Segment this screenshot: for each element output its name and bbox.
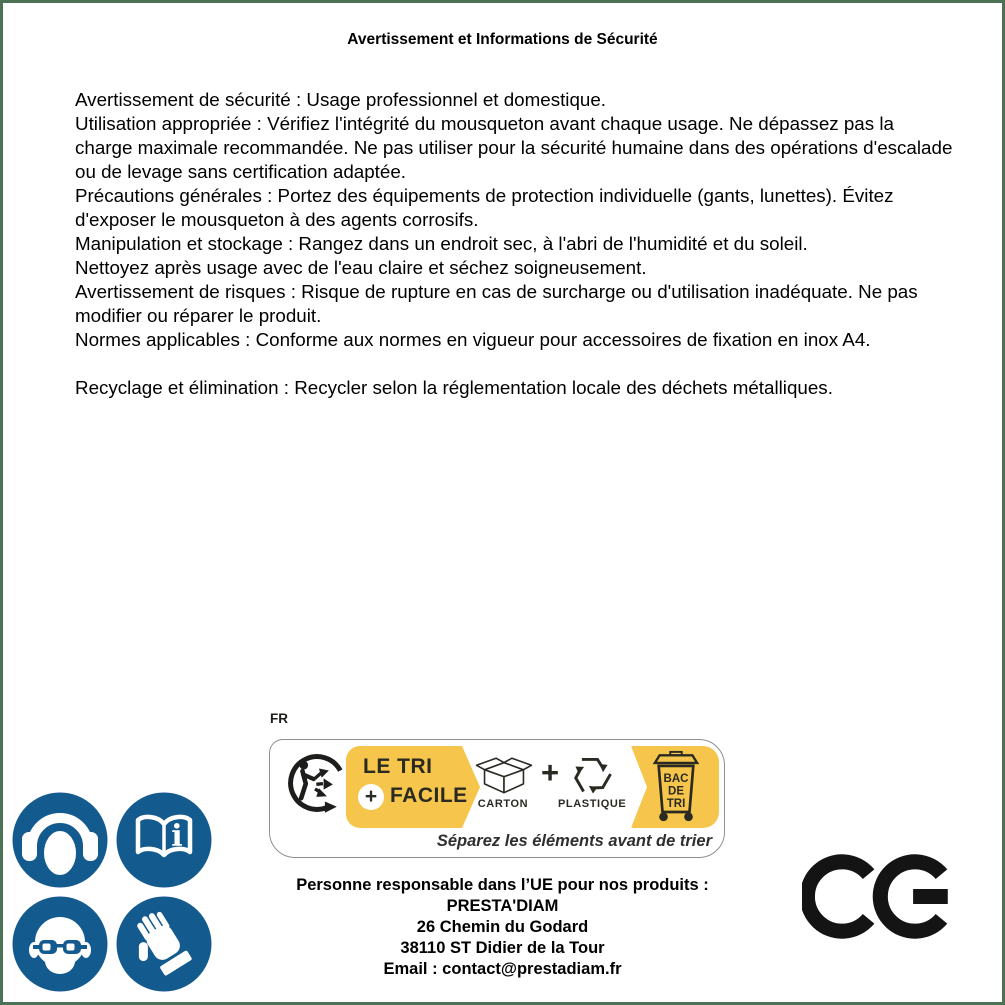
plastic-recycling-icon [568,753,616,797]
sorting-caption: Séparez les éléments avant de trier [436,832,712,850]
svg-text:TRI: TRI [666,798,686,811]
sorting-bin-icon [651,750,701,824]
plus-circle-icon: + [358,784,384,810]
svg-text:DE: DE [668,785,684,798]
safety-paragraph: Précautions générales : Portez des équipements de protection individuelle (gants, lunettes). Évitez d'exposer le mousqueton à des agents corrosifs. [75,185,894,230]
plus-separator: + [540,755,560,790]
responsible-line: Email : contact@prestadiam.fr [383,960,622,978]
triman-fr-label: FR [270,711,288,726]
safety-paragraph: Utilisation appropriée : Vérifiez l'intégrité du mousqueton avant chaque usage. Ne dépassez pas la charge maximale recommandée. Ne pas utiliser pour la sécurité humaine dans des opérations d'escalade ou de levage sans certification adaptée. [75,113,953,182]
svg-text:i: i [171,819,183,854]
responsible-line: 26 Chemin du Godard [416,918,589,936]
ce-marking-logo [802,852,962,941]
info-tri-recycling-label [269,739,725,858]
responsible-line: Personne responsable dans l’UE pour nos produits : [296,876,709,894]
responsible-line: PRESTA'DIAM [446,897,559,915]
safety-paragraph: Manipulation et stockage : Rangez dans un endroit sec, à l'abri de l'humidité et du soleil. [75,233,808,254]
plastique-label: PLASTIQUE [558,798,627,810]
responsible-line: 38110 ST Didier de la Tour [400,939,605,957]
carton-box-icon [475,752,533,798]
safety-paragraph: Nettoyez après usage avec de l'eau claire et séchez soigneusement. [75,257,647,278]
banner-line2: FACILE [390,784,468,807]
svg-text:BAC: BAC [663,773,689,786]
safety-paragraph: Normes applicables : Conforme aux normes en vigueur pour accessoires de fixation en inox A4. [75,329,871,350]
safety-paragraph: Avertissement de risques : Risque de rupture en cas de surcharge ou d'utilisation inadéquate. Ne pas modifier ou réparer le produit. [75,281,918,326]
triman-icon [284,747,350,819]
safety-paragraph: Avertissement de sécurité : Usage professionnel et domestique. [75,89,607,110]
safety-paragraph [75,352,955,376]
banner-line1: LE TRI [363,755,433,778]
carton-label: CARTON [477,798,529,810]
safety-text-block [75,88,955,400]
safety-paragraph: Recyclage et élimination : Recycler selon la réglementation locale des déchets métalliques. [75,377,833,398]
page-title: Avertissement et Informations de Sécurité [347,31,658,48]
